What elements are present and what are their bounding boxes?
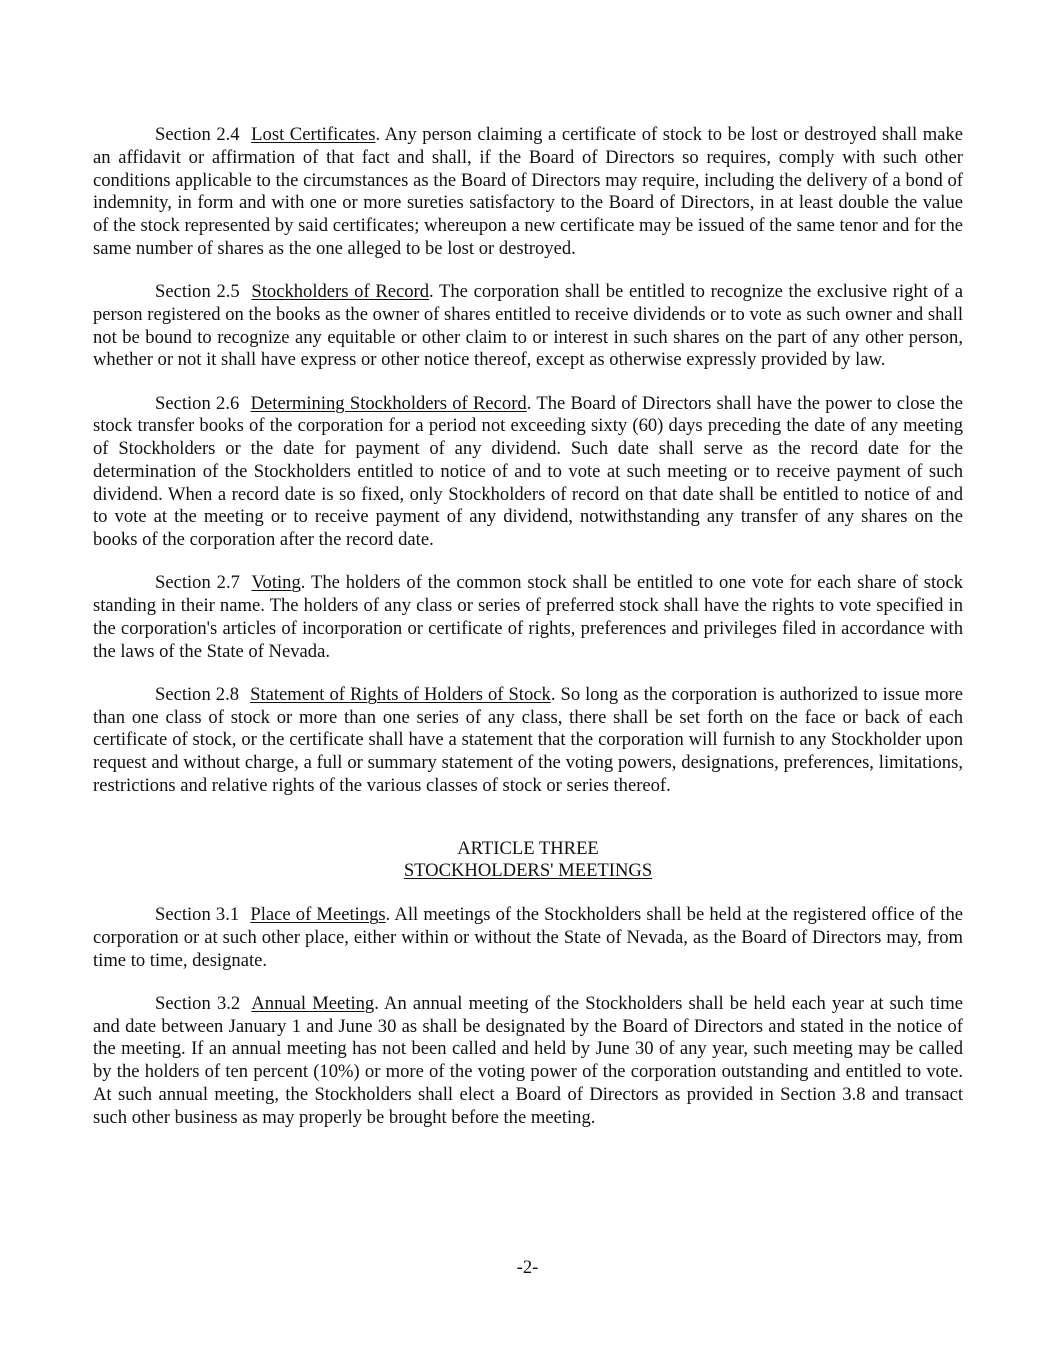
section-number: Section 2.7 <box>155 572 240 594</box>
section-3-2-paragraph <box>93 993 963 1130</box>
section-body: . The Board of Directors shall have the power to close the stock transfer books of the corporation for a period not exceeding sixty (60) days preceding the date of any meeting of Stockholders or the date for payment of any dividend. Such date shall serve as the record date for the determination of the Stockholders entitled to notice of and to vote at such meeting or to receive payment of such dividend. When a record date is so fixed, only Stockholders of record on that date shall be entitled to notice of and to vote at the meeting or to receive payment of any dividend, notwithstanding any transfer of any shares on the books of the corporation after the record date. <box>93 392 964 550</box>
section-title: Lost Certificates <box>251 124 376 145</box>
section-2-5-paragraph <box>93 281 963 372</box>
section-body: . Any person claiming a certificate of stock to be lost or destroyed shall make an affidavit or affirmation of that fact and shall, if the Board of Directors so requires, comply with such other conditions applicable to the circumstances as the Board of Directors may require, including the delivery of a bond of indemnity, in form and with one or more sureties satisfactory to the Board of Directors, in at least double the value of the stock represented by said certificates; whereupon a new certificate may be issued of the same tenor and for the same number of shares as the one alleged to be lost or destroyed. <box>93 124 964 259</box>
section-body: . All meetings of the Stockholders shall be held at the registered office of the corporation or at such other place, either within or without the State of Nevada, as the Board of Directors may, from time to time, designate. <box>93 904 963 971</box>
section-title: Determining Stockholders of Record <box>250 392 527 414</box>
section-body: . So long as the corporation is authorized to issue more than one class of stock or more than one series of any class, there shall be set forth on the face or back of each certificate of stock, or the certificate shall have a statement that the corporation will furnish to any Stockholder upon request and without charge, a full or summary statement of the voting powers, designations, preferences, limitations, restrictions and relative rights of the various classes of stock or series thereof. <box>93 683 963 796</box>
section-number: Section 2.8 <box>155 683 240 705</box>
section-number: Section 3.2 <box>155 992 241 1014</box>
section-2-8-paragraph <box>93 684 963 798</box>
section-title: Statement of Rights of Holders of Stock <box>250 683 551 705</box>
section-number: Section 3.1 <box>155 904 240 925</box>
section-number: Section 2.5 <box>155 281 240 302</box>
article-title: ARTICLE THREE <box>457 837 599 859</box>
section-body: . The holders of the common stock shall be entitled to one vote for each share of stock standing in their name. The holders of any class or series of preferred stock shall have the rights to vote specified in the corporation's articles of incorporation or certificate of rights, preferences and privileges filed in accordance with the laws of the State of Nevada. <box>93 572 964 662</box>
document-page <box>93 124 963 1150</box>
section-number: Section 2.4 <box>155 124 240 145</box>
section-number: Section 2.6 <box>155 392 240 414</box>
section-title: Voting <box>251 572 301 594</box>
section-3-1-paragraph <box>93 904 963 972</box>
section-body: . The corporation shall be entitled to recognize the exclusive right of a person registered on the books as the owner of shares entitled to receive dividends or to vote as such owner and shall not be bound to recognize any equitable or other claim to or interest in such shares on the part of any other person, whether or not it shall have express or other notice thereof, except as otherwise expressly provided by law. <box>93 281 963 371</box>
article-subtitle: STOCKHOLDERS' MEETINGS <box>403 860 653 882</box>
section-title: Place of Meetings <box>250 904 386 925</box>
section-2-4-paragraph <box>93 124 963 261</box>
article-heading <box>93 838 963 884</box>
section-body: . An annual meeting of the Stockholders shall be held each year at such time and date between January 1 and June 30 as shall be designated by the Board of Directors and stated in the notice of the meeting. If an annual meeting has not been called and held by June 30 of any year, such meeting may be called by the holders of ten percent (10%) or more of the voting power of the corporation outstanding and entitled to vote. At such annual meeting, the Stockholders shall elect a Board of Directors as provided in Section 3.8 and transact such other business as may properly be brought before the meeting. <box>93 992 963 1128</box>
section-2-6-paragraph <box>93 393 963 552</box>
section-title: Annual Meeting <box>251 992 375 1014</box>
section-title: Stockholders of Record <box>251 281 430 302</box>
page-number: -2- <box>516 1257 539 1278</box>
section-2-7-paragraph <box>93 572 963 663</box>
